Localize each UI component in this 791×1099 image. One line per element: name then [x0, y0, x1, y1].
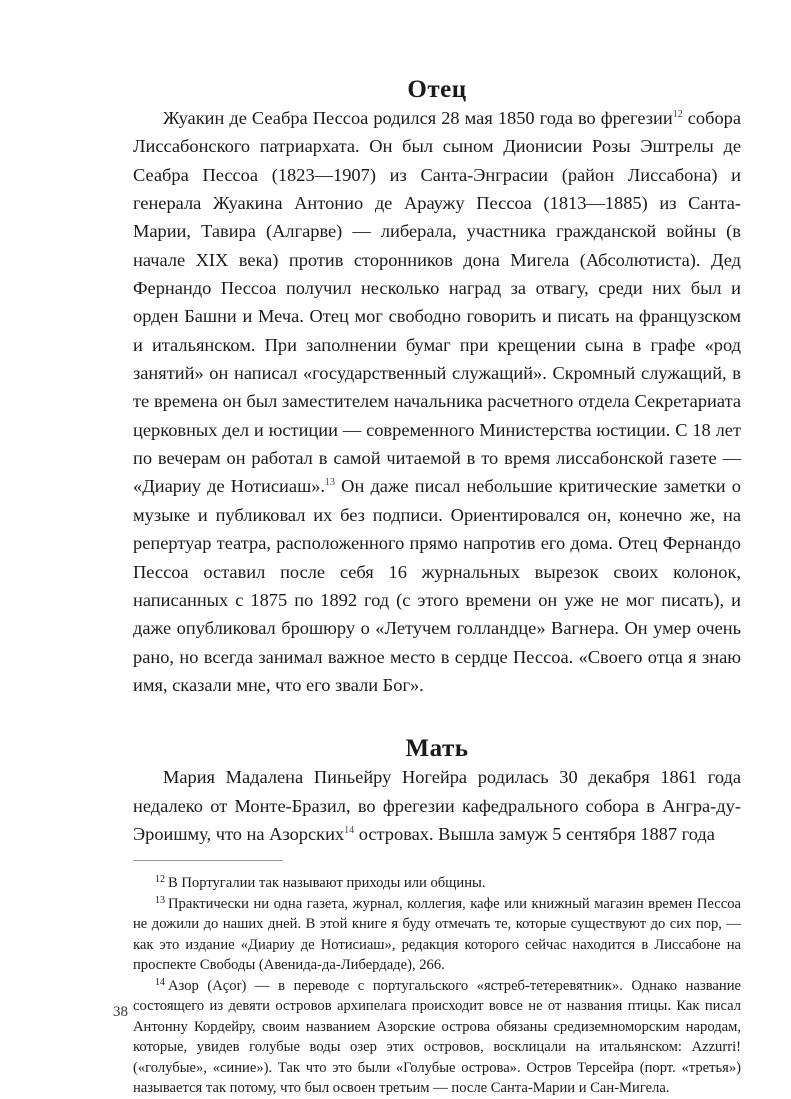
father-text-a: Жуакин де Сеабра Пессоа родился 28 мая 1850 года во фрегезии	[163, 108, 673, 128]
father-text-c: Он даже писал небольшие критические заметки о музыке и публиковал их без подписи. Ориентировался он, конечно же, на репертуар театра, расположенного прямо напротив его дома. Отец Фернандо Пессоа оставил после себя 16 журнальных вырезок своих колонок, написанных с 1875 по 1892 год (с этого времени он уже не мог писать), и даже опубликовал брошюру о «Летучем голландце» Вагнера. Он умер очень рано, но всегда занимал важное место в сердце Пессоа. «Своего отца я знаю имя, сказали мне, что его звали Бог».	[133, 476, 741, 695]
paragraph-mother	[133, 763, 741, 848]
page-content	[133, 62, 741, 1099]
footnote-number: 13	[155, 894, 165, 906]
paragraph-father	[133, 104, 741, 699]
section-title-father: Отец	[407, 76, 467, 103]
footnote-text: Практически ни одна газета, журнал, коллегия, кафе или книжный магазин времен Пессоа не дожили до наших дней. В этой книге я буду отмечать те, которые существуют до сих пор, — как это издание «Диариу де Нотисиаш», редакция которого сейчас находится в Лиссабоне на проспекте Свободы (Авенида-да-Либердаде), 266.	[133, 895, 741, 974]
footnote-ref-13[interactable]: 13	[325, 477, 336, 489]
section-title-mother: Мать	[405, 735, 469, 763]
footnote-ref-14[interactable]: 14	[344, 824, 355, 836]
footnote-text: Азор (Açor) — в переводе с португальского «ястреб-тетеревятник». Однако название состоящего из девяти островов архипелага происходит вовсе не от названия птицы. Как писал Антонну Кордейру, своим названием Азорские острова обязаны средиземноморским народам, которые, увидев голубые воды озер этих островов, восклицали на итальянском: Azzurri! («голубые», «синие»). Так что это были «Голубые острова». Остров Терсейра (порт. «третья») называется так потому, что был освоен третьим — после Санта-Марии и Сан-Мигела.	[133, 977, 741, 1097]
footnote-number: 14	[155, 976, 165, 988]
footnote-12	[133, 873, 741, 894]
page-number: 38	[113, 1004, 128, 1020]
footnotes	[133, 873, 741, 1099]
footnote-divider	[133, 860, 283, 861]
footnote-14	[133, 976, 741, 1099]
mother-text-b: островах. Вышла замуж 5 сентября 1887 года	[354, 823, 715, 844]
footnote-number: 12	[155, 874, 165, 886]
footnote-13	[133, 894, 741, 976]
footnote-text: В Португалии так называют приходы или общины.	[168, 875, 486, 892]
footnote-ref-12[interactable]: 12	[672, 109, 683, 120]
father-text-b: собора Лиссабонского патриархата. Он был сыном Дионисии Розы Эштрелы де Сеабра Пессоа (1823—1907) из Санта-Энграсии (район Лиссабона) и генерала Жуакина Антонио де Араужу Пессоа (1813—1885) из Санта-Марии, Тавира (Алгарве) — либерала, участника гражданской войны (в начале XIX века) против сторонников дона Мигела (Абсолютиста). Дед Фернандо Пессоа получил несколько наград за отвагу, среди них был и орден Башни и Меча. Отец мог свободно говорить и писать на французском и итальянском. При заполнении бумаг при крещении сына в графе «род занятий» он написал «государственный служащий». Скромный служащий, в те времена он был заместителем начальника расчетного отдела Секретариата церковных дел и юстиции — современного Министерства юстиции. С 18 лет по вечерам он работал в самой читаемой в то время лиссабонской газете — «Диариу де Нотисиаш».	[133, 108, 741, 497]
mother-text-a: Мария Мадалена Пиньейру Ногейра родилась 30 декабря 1861 года недалеко от Монте-Бразил, во фрегезии кафедрального собора в Ангра-ду-Эроишму, что на Азорских	[133, 767, 741, 844]
